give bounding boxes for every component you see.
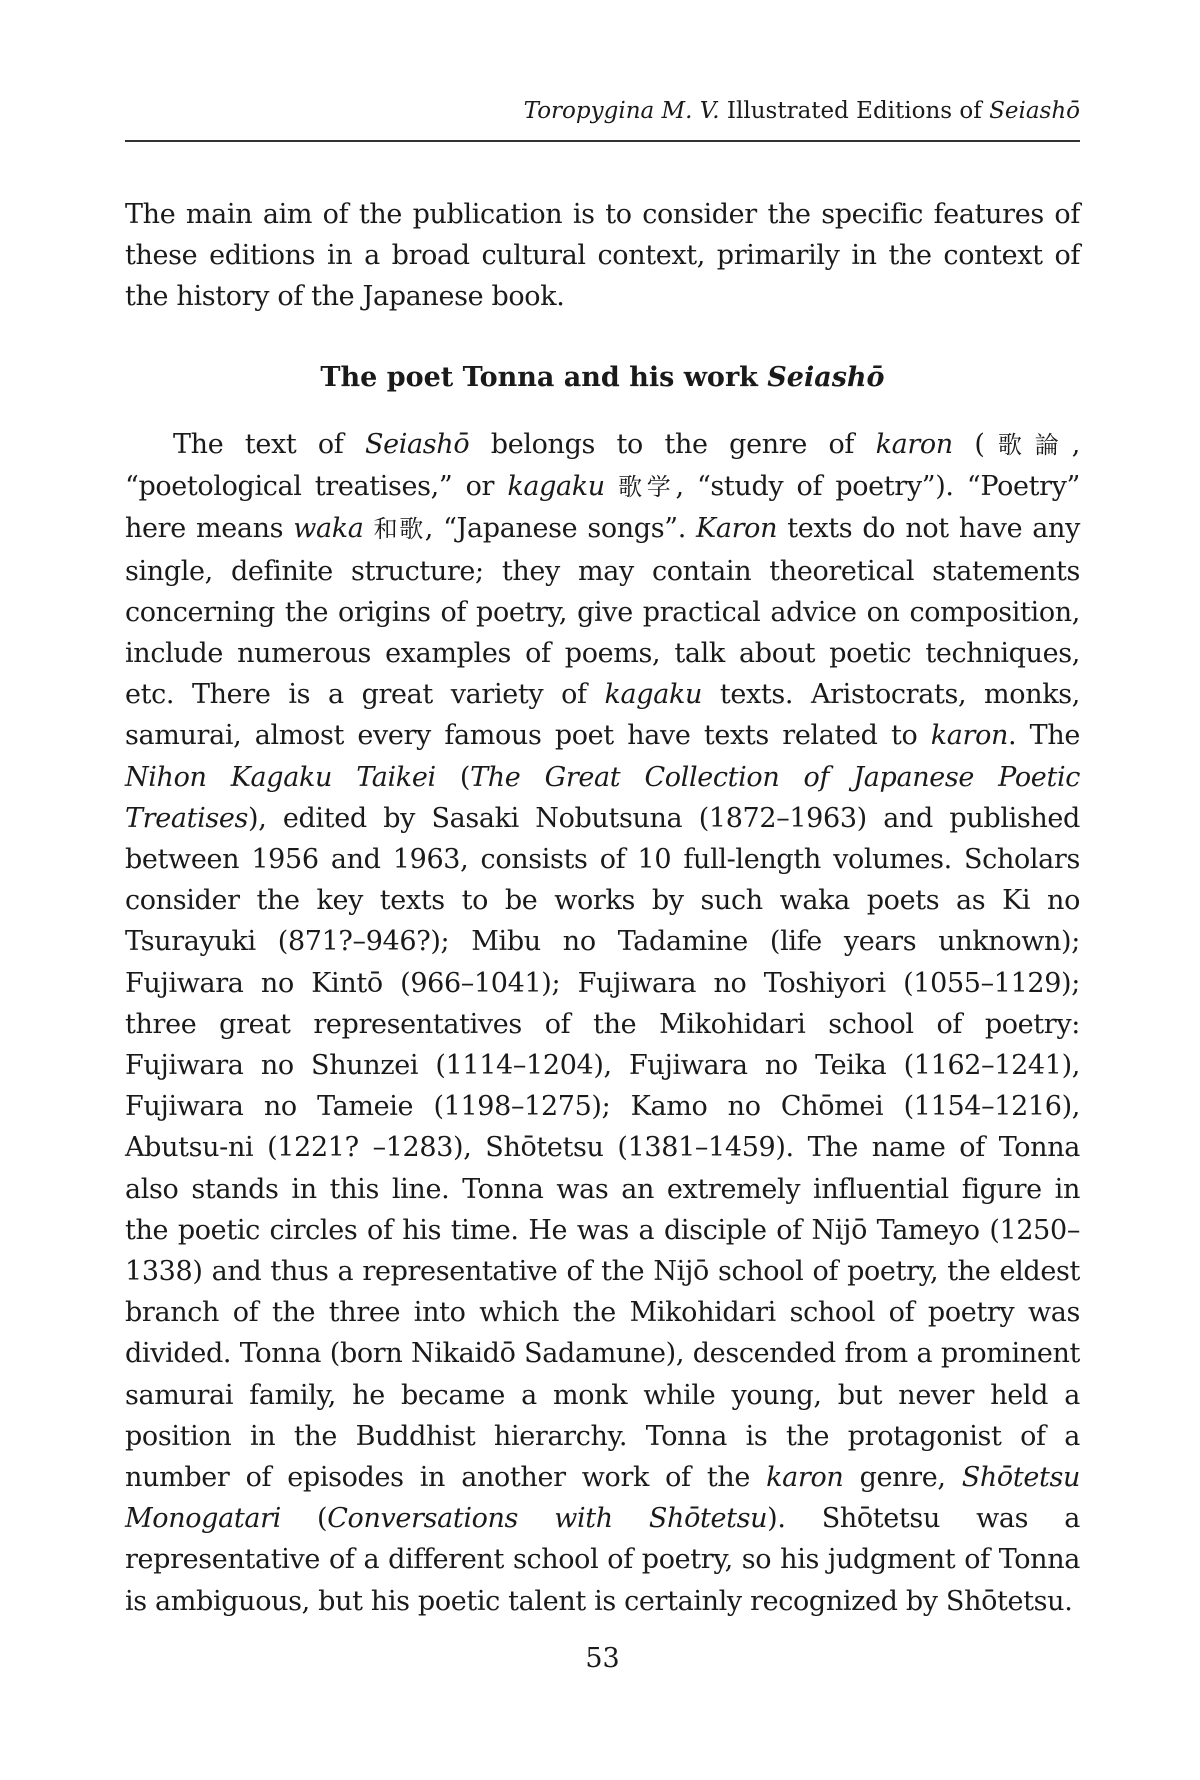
italic-term: The Great Collection of Japanese Poetic Treatises: [125, 761, 1080, 834]
document-page: [125, 0, 1080, 1780]
italic-term: Conversations with Shōtetsu: [327, 1503, 768, 1535]
italic-term: kagaku: [507, 471, 605, 503]
text-run: ). Shōtetsu was a representative of a different school of poetry, so his judgment of Tonna is ambiguous, but his poetic talent is certainly recognized by Shōtetsu.: [125, 1503, 1080, 1617]
text-run: [364, 513, 374, 544]
text-run: (: [952, 429, 985, 460]
text-run: , “Japanese songs”.: [424, 513, 697, 545]
text-run: . The: [1008, 720, 1080, 752]
text-run: belongs to the genre of: [469, 429, 876, 460]
italic-term: waka: [293, 513, 364, 545]
italic-term: Seiashō: [364, 429, 470, 460]
text-run: ), edited by Sasaki Nobutsuna (1872–1963) and published between 1956 and 1963, consists of 10 full-length volumes. Scholars consider the key texts to be works by such waka poets as Ki no Tsurayuki (871?–946?); Mibu no Tadamine (life years unknown); Fujiwara no Kintō (966–1041); Fujiwara no Toshiyori (1055–1129); three great representatives of the Mikohidari school of poetry: Fujiwara no Shunzei (1114–1204), Fujiwara no Teika (1162–1241), Fujiwara no Tameie (1198–1275); Kamo no Chōmei (1154–1216), Abutsu-ni (1221? –1283), Shōtetsu (1381–1459). The name of Tonna also stands in this line. Tonna was an extremely influential figure in the poetic circles of his time. He was a disciple of Nijō Tameyo (1250–1338) and thus a representative of the Nijō school of poetry, the eldest branch of the three into which the Mikohidari school of poetry was divided. Tonna (born Nikaidō Sadamune), descended from a prominent samurai family, he became a monk while young, but never held a position in the Buddhist hierarchy. Tonna is the protagonist of a number of episodes in another work of the: [125, 802, 1080, 1494]
running-header: [524, 96, 1080, 126]
main-paragraph: [125, 424, 1080, 1622]
header-title-prefix: Illustrated Editions of: [726, 98, 982, 124]
text-run: texts do not have any single, definite structure; they may contain theoretical statements concerning the origins of poetry, give practical advice on composition, include numerous examples of poems, talk about poetic techniques, etc. There is a great variety of: [125, 513, 1080, 711]
italic-term: karon: [875, 429, 953, 460]
kanji-term: 歌学: [618, 473, 676, 502]
text-run: [605, 471, 618, 502]
text-run: genre,: [843, 1462, 962, 1494]
section-heading-text: The poet Tonna and his work: [320, 362, 758, 393]
italic-term: Karon: [696, 513, 778, 545]
text-run: , “study of poetry”). “Poetry” here means: [125, 471, 1081, 545]
text-run: , “poetological treatises,” or: [125, 429, 1080, 503]
header-rule: [125, 140, 1080, 142]
section-heading-italic: Seiashō: [767, 362, 885, 393]
italic-term: karon: [766, 1462, 844, 1494]
italic-term: karon: [930, 720, 1009, 752]
kanji-term: 和歌: [373, 515, 425, 544]
kanji-term: 歌論: [984, 431, 1072, 459]
header-title-italic: Seiashō: [989, 98, 1080, 124]
text-run: (: [435, 761, 471, 793]
intro-paragraph: The main aim of the publication is to consider the specific features of these editions in a broad cultural context, primarily in the context of the history of the Japanese book.: [125, 199, 1080, 313]
italic-term: Shōtetsu Monogatari: [125, 1462, 1080, 1535]
text-run: The text of: [173, 429, 365, 460]
italic-term: Nihon Kagaku Taikei: [125, 761, 436, 793]
header-author: Toropygina M. V.: [523, 98, 720, 124]
italic-term: kagaku: [604, 679, 703, 711]
page-number: 53: [585, 1643, 620, 1674]
text-run: texts. Aristocrats, monks, samurai, almost every famous poet have texts related to: [125, 679, 1080, 752]
section-heading: [125, 358, 1080, 398]
text-run: (: [280, 1503, 328, 1535]
